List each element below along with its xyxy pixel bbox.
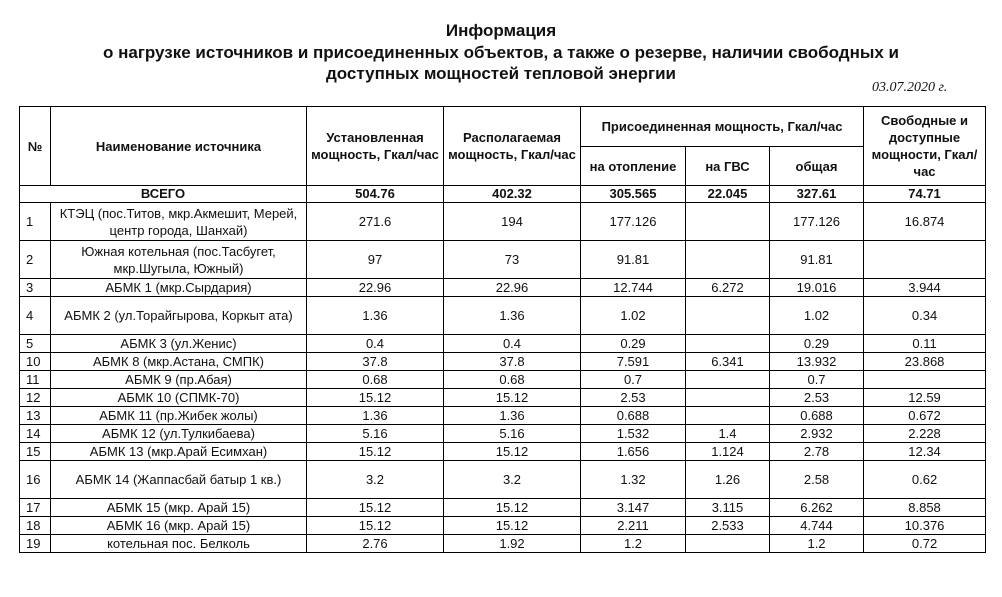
row-total: 6.262 [770,499,864,517]
row-no: 1 [20,203,51,241]
row-name: АБМК 9 (пр.Абая) [51,371,307,389]
row-no: 19 [20,535,51,553]
row-available: 37.8 [444,353,581,371]
total-label: ВСЕГО [20,186,307,203]
row-name: АБМК 11 (пр.Жибек жолы) [51,407,307,425]
row-free [864,241,986,279]
total-installed: 504.76 [307,186,444,203]
row-free: 0.62 [864,461,986,499]
row-total: 4.744 [770,517,864,535]
row-no: 4 [20,297,51,335]
row-installed: 5.16 [307,425,444,443]
row-no: 5 [20,335,51,353]
row-available: 22.96 [444,279,581,297]
row-name: Южная котельная (пос.Тасбугет, мкр.Шугыла, Южный) [51,241,307,279]
row-heating: 0.7 [581,371,686,389]
row-name: АБМК 16 (мкр. Арай 15) [51,517,307,535]
row-heating: 91.81 [581,241,686,279]
row-installed: 1.36 [307,407,444,425]
row-available: 3.2 [444,461,581,499]
table-row [20,335,986,353]
row-available: 15.12 [444,499,581,517]
row-no: 17 [20,499,51,517]
row-available: 0.4 [444,335,581,353]
row-name: АБМК 3 (ул.Женис) [51,335,307,353]
header-total: общая [770,147,864,186]
title-line-3: доступных мощностей тепловой энергии [325,64,677,83]
row-name: АБМК 1 (мкр.Сырдария) [51,279,307,297]
row-free: 16.874 [864,203,986,241]
row-free: 23.868 [864,353,986,371]
row-available: 194 [444,203,581,241]
row-total: 1.2 [770,535,864,553]
row-gvs: 3.115 [686,499,770,517]
table-row [20,499,986,517]
total-gvs: 22.045 [686,186,770,203]
title-line-2: о нагрузке источников и присоединенных объектов, а также о резерве, наличии свободных и [102,43,899,62]
row-no: 2 [20,241,51,279]
row-heating: 1.02 [581,297,686,335]
row-free: 12.59 [864,389,986,407]
row-gvs: 1.4 [686,425,770,443]
row-available: 15.12 [444,389,581,407]
row-gvs [686,389,770,407]
row-gvs [686,297,770,335]
row-free: 8.858 [864,499,986,517]
row-total: 19.016 [770,279,864,297]
row-installed: 0.68 [307,371,444,389]
row-name: АБМК 13 (мкр.Арай Есимхан) [51,443,307,461]
capacity-table [19,106,986,553]
row-installed: 2.76 [307,535,444,553]
row-total: 2.78 [770,443,864,461]
table-row [20,353,986,371]
row-no: 10 [20,353,51,371]
document-date: 03.07.2020 г. [872,80,948,95]
row-total: 1.02 [770,297,864,335]
row-installed: 22.96 [307,279,444,297]
total-available: 402.32 [444,186,581,203]
row-name: АБМК 12 (ул.Тулкибаева) [51,425,307,443]
row-total: 2.53 [770,389,864,407]
total-row [20,186,986,203]
row-total: 0.688 [770,407,864,425]
row-name: АБМК 8 (мкр.Астана, СМПК) [51,353,307,371]
row-free: 0.34 [864,297,986,335]
row-free: 0.11 [864,335,986,353]
row-available: 1.36 [444,407,581,425]
row-total: 91.81 [770,241,864,279]
header-installed: Установленная мощность, Гкал/час [307,107,444,186]
row-installed: 97 [307,241,444,279]
row-gvs [686,371,770,389]
row-no: 3 [20,279,51,297]
row-name: АБМК 10 (СПМК-70) [51,389,307,407]
row-gvs: 2.533 [686,517,770,535]
row-gvs [686,535,770,553]
row-installed: 15.12 [307,517,444,535]
row-no: 16 [20,461,51,499]
total-total: 327.61 [770,186,864,203]
table-row [20,371,986,389]
table-row [20,203,986,241]
row-total: 2.58 [770,461,864,499]
table-row [20,389,986,407]
row-gvs [686,335,770,353]
header-name: Наименование источника [51,107,307,186]
row-heating: 3.147 [581,499,686,517]
header-no: № [20,107,51,186]
row-free [864,371,986,389]
header-free: Свободные и доступные мощности, Гкал/час [864,107,986,186]
table-row [20,517,986,535]
row-name: КТЭЦ (пос.Титов, мкр.Акмешит, Мерей, центр города, Шанхай) [51,203,307,241]
row-no: 18 [20,517,51,535]
row-available: 0.68 [444,371,581,389]
row-installed: 1.36 [307,297,444,335]
header-available: Располагаемая мощность, Гкал/час [444,107,581,186]
table-row [20,297,986,335]
row-total: 13.932 [770,353,864,371]
row-no: 14 [20,425,51,443]
row-name: АБМК 2 (ул.Торайгырова, Коркыт ата) [51,297,307,335]
table-row [20,279,986,297]
row-total: 0.29 [770,335,864,353]
row-no: 12 [20,389,51,407]
row-gvs [686,203,770,241]
row-heating: 12.744 [581,279,686,297]
row-heating: 0.29 [581,335,686,353]
table-body [20,186,986,553]
row-heating: 177.126 [581,203,686,241]
row-heating: 1.656 [581,443,686,461]
row-available: 1.92 [444,535,581,553]
row-available: 73 [444,241,581,279]
row-no: 11 [20,371,51,389]
row-heating: 2.211 [581,517,686,535]
row-total: 2.932 [770,425,864,443]
row-heating: 1.32 [581,461,686,499]
row-heating: 7.591 [581,353,686,371]
row-free: 0.72 [864,535,986,553]
row-heating: 2.53 [581,389,686,407]
table-row [20,443,986,461]
row-installed: 37.8 [307,353,444,371]
row-installed: 0.4 [307,335,444,353]
row-gvs: 1.26 [686,461,770,499]
row-installed: 15.12 [307,443,444,461]
table-row [20,425,986,443]
header-heating: на отопление [581,147,686,186]
row-no: 15 [20,443,51,461]
row-total: 0.7 [770,371,864,389]
row-installed: 15.12 [307,389,444,407]
table-row [20,461,986,499]
row-free: 2.228 [864,425,986,443]
title-line-1: Информация [445,21,557,40]
total-free: 74.71 [864,186,986,203]
row-available: 15.12 [444,443,581,461]
row-name: АБМК 14 (Жаппасбай батыр 1 кв.) [51,461,307,499]
total-heating: 305.565 [581,186,686,203]
row-gvs [686,407,770,425]
row-free: 12.34 [864,443,986,461]
header-gvs: на ГВС [686,147,770,186]
row-available: 5.16 [444,425,581,443]
row-heating: 0.688 [581,407,686,425]
row-gvs: 6.341 [686,353,770,371]
row-installed: 271.6 [307,203,444,241]
row-available: 15.12 [444,517,581,535]
row-free: 10.376 [864,517,986,535]
table-row [20,407,986,425]
row-total: 177.126 [770,203,864,241]
row-gvs: 1.124 [686,443,770,461]
row-heating: 1.2 [581,535,686,553]
row-installed: 15.12 [307,499,444,517]
row-name: котельная пос. Белколь [51,535,307,553]
row-name: АБМК 15 (мкр. Арай 15) [51,499,307,517]
row-free: 0.672 [864,407,986,425]
row-free: 3.944 [864,279,986,297]
row-gvs [686,241,770,279]
row-available: 1.36 [444,297,581,335]
row-heating: 1.532 [581,425,686,443]
table-row [20,535,986,553]
header-connected: Присоединенная мощность, Гкал/час [581,107,864,147]
row-installed: 3.2 [307,461,444,499]
table-row [20,241,986,279]
row-no: 13 [20,407,51,425]
row-gvs: 6.272 [686,279,770,297]
